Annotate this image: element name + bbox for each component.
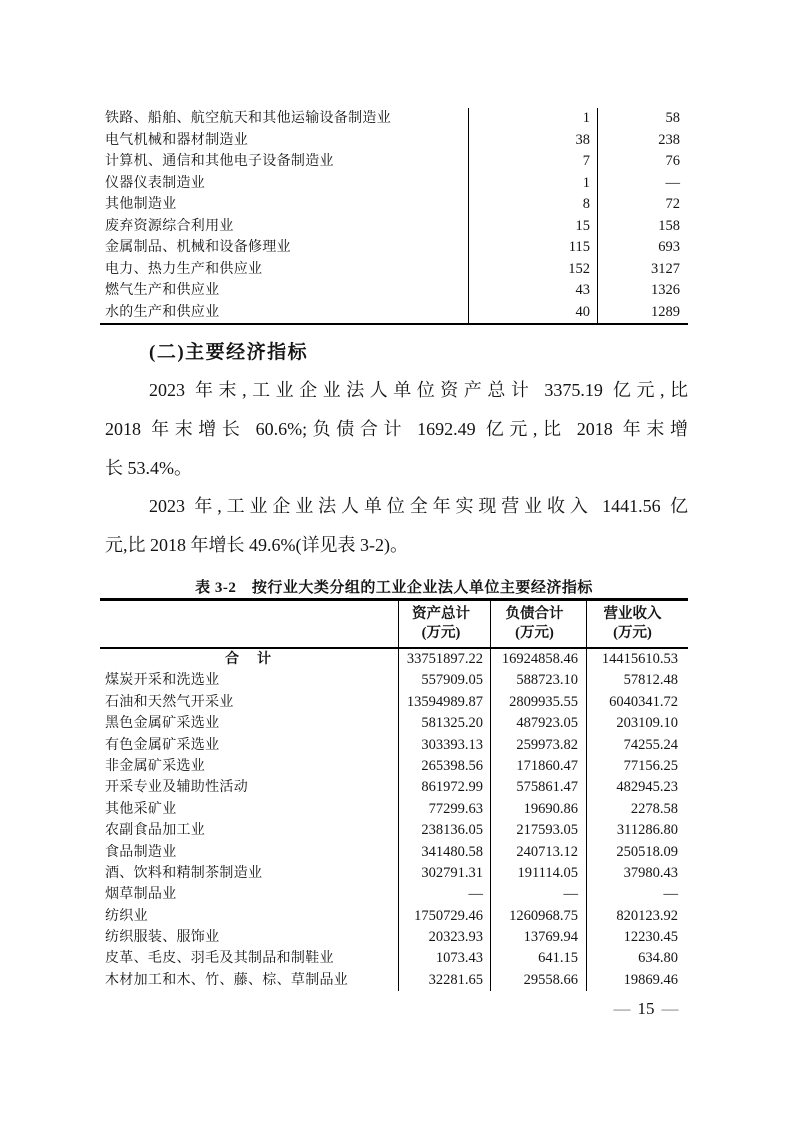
liabilities-value: 240713.12 bbox=[490, 842, 586, 863]
liabilities-value: 487923.05 bbox=[490, 713, 586, 734]
industry-name: 皮革、毛皮、羽毛及其制品和制鞋业 bbox=[105, 951, 334, 967]
paragraph-line: 2018 年末增长 60.6%;负债合计 1692.49 亿元,比 2018 年末增 bbox=[105, 418, 688, 439]
table-row bbox=[100, 927, 688, 948]
paragraph-line: 长 53.4%。 bbox=[105, 457, 192, 478]
industry-name: 黑色金属矿采选业 bbox=[105, 716, 220, 732]
value-col1: 1 bbox=[468, 108, 597, 130]
industry-name: 电力、热力生产和供应业 bbox=[105, 261, 263, 277]
header-assets-line1: 资产总计 bbox=[412, 606, 470, 622]
liabilities-value: 217593.05 bbox=[490, 820, 586, 841]
table-row bbox=[100, 237, 688, 259]
header-liabilities-line1: 负债合计 bbox=[505, 606, 564, 622]
table-row bbox=[100, 713, 688, 734]
liabilities-value: — bbox=[490, 884, 586, 905]
value-col1: 40 bbox=[468, 302, 597, 324]
assets-value: 13594989.87 bbox=[398, 692, 490, 713]
assets-value: 861972.99 bbox=[398, 777, 490, 798]
industry-name: 燃气生产和供应业 bbox=[105, 283, 220, 298]
revenue-value: 311286.80 bbox=[586, 820, 688, 841]
liabilities-value: 13769.94 bbox=[490, 927, 586, 948]
paragraph-line: 2023 年,工业企业法人单位全年实现营业收入 1441.56 亿 bbox=[149, 496, 688, 517]
table-row bbox=[100, 692, 688, 713]
table-body bbox=[100, 649, 688, 991]
industry-name: 纺织业 bbox=[105, 908, 148, 924]
liabilities-value: 575861.47 bbox=[490, 777, 586, 798]
table-row bbox=[100, 820, 688, 841]
assets-value: 302791.31 bbox=[398, 863, 490, 884]
table-row bbox=[100, 216, 688, 238]
table-row bbox=[100, 735, 688, 756]
assets-value: 557909.05 bbox=[398, 670, 490, 691]
value-col2: 72 bbox=[597, 194, 688, 216]
table-row bbox=[100, 259, 688, 281]
value-col2: 238 bbox=[597, 130, 688, 152]
assets-value: 265398.56 bbox=[398, 756, 490, 777]
header-revenue-line2: (万元) bbox=[613, 625, 652, 641]
table-row bbox=[100, 970, 688, 991]
revenue-value: 482945.23 bbox=[586, 777, 688, 798]
value-col2: 1289 bbox=[597, 302, 688, 324]
revenue-value: 19869.46 bbox=[586, 970, 688, 991]
industry-name: 合 计 bbox=[225, 652, 273, 667]
liabilities-value: 259973.82 bbox=[490, 735, 586, 756]
liabilities-value: 588723.10 bbox=[490, 670, 586, 691]
value-col1: 115 bbox=[468, 237, 597, 259]
industry-name: 电气机械和器材制造业 bbox=[105, 132, 248, 148]
value-col2: 3127 bbox=[597, 259, 688, 281]
liabilities-value: 171860.47 bbox=[490, 756, 586, 777]
table-row bbox=[100, 302, 688, 324]
table-row bbox=[100, 799, 688, 820]
header-assets-line2: (万元) bbox=[421, 625, 461, 641]
table-row bbox=[100, 151, 688, 173]
section-heading: (二)主要经济指标 bbox=[149, 342, 309, 363]
page-number-dash-right: — bbox=[661, 999, 679, 1018]
header-revenue bbox=[586, 601, 688, 647]
page-number-dash-left: — bbox=[613, 999, 631, 1018]
revenue-value: 77156.25 bbox=[586, 756, 688, 777]
industry-name: 开采专业及辅助性活动 bbox=[105, 780, 248, 796]
revenue-value: 74255.24 bbox=[586, 735, 688, 756]
table-row bbox=[100, 130, 688, 152]
table-3-2-title: 表 3-2 按行业大类分组的工业企业法人单位主要经济指标 bbox=[195, 580, 593, 596]
liabilities-value: 641.15 bbox=[490, 948, 586, 969]
liabilities-value: 191114.05 bbox=[490, 863, 586, 884]
header-liabilities-line2: (万元) bbox=[515, 625, 554, 641]
assets-value: 238136.05 bbox=[398, 820, 490, 841]
value-col2: 1326 bbox=[597, 280, 688, 302]
liabilities-value: 29558.66 bbox=[490, 970, 586, 991]
assets-value: 20323.93 bbox=[398, 927, 490, 948]
value-col2: 693 bbox=[597, 237, 688, 259]
page-number bbox=[596, 999, 696, 1019]
header-revenue-line1: 营业收入 bbox=[603, 606, 662, 622]
industry-name: 铁路、船舶、航空航天和其他运输设备制造业 bbox=[105, 111, 391, 126]
table-header-row bbox=[100, 601, 688, 649]
assets-value: 341480.58 bbox=[398, 842, 490, 863]
industry-name: 木材加工和木、竹、藤、棕、草制品业 bbox=[105, 972, 349, 988]
table-row bbox=[100, 948, 688, 969]
revenue-value: 203109.10 bbox=[586, 713, 688, 734]
industry-name: 金属制品、机械和设备修理业 bbox=[105, 240, 291, 255]
table-row bbox=[100, 670, 688, 691]
table-row bbox=[100, 884, 688, 905]
liabilities-value: 19690.86 bbox=[490, 799, 586, 820]
value-col1: 38 bbox=[468, 130, 597, 152]
table-row bbox=[100, 842, 688, 863]
table-row bbox=[100, 108, 688, 130]
industry-name: 计算机、通信和其他电子设备制造业 bbox=[105, 154, 334, 169]
assets-value: 303393.13 bbox=[398, 735, 490, 756]
value-col2: 58 bbox=[597, 108, 688, 130]
value-col1: 7 bbox=[468, 151, 597, 173]
paragraph-line: 元,比 2018 年增长 49.6%(详见表 3-2)。 bbox=[105, 535, 408, 556]
liabilities-value: 2809935.55 bbox=[490, 692, 586, 713]
assets-value: 77299.63 bbox=[398, 799, 490, 820]
revenue-value: 820123.92 bbox=[586, 906, 688, 927]
assets-value: — bbox=[398, 884, 490, 905]
table-row bbox=[100, 194, 688, 216]
industry-name: 农副食品加工业 bbox=[105, 823, 206, 839]
paragraph-line: 2023 年末,工业企业法人单位资产总计 3375.19 亿元,比 bbox=[149, 380, 688, 400]
table-3-2 bbox=[100, 598, 688, 991]
page-number-value: 15 bbox=[637, 999, 655, 1018]
industry-units-table-continuation bbox=[100, 108, 688, 325]
industry-name: 水的生产和供应业 bbox=[105, 304, 220, 320]
revenue-value: 250518.09 bbox=[586, 842, 688, 863]
industry-name: 纺织服装、服饰业 bbox=[105, 930, 220, 946]
assets-value: 1073.43 bbox=[398, 948, 490, 969]
header-assets bbox=[398, 601, 490, 647]
industry-name: 仪器仪表制造业 bbox=[105, 175, 206, 191]
table-row bbox=[100, 756, 688, 777]
industry-name: 其他制造业 bbox=[105, 197, 177, 212]
assets-value: 33751897.22 bbox=[398, 649, 490, 670]
assets-value: 1750729.46 bbox=[398, 906, 490, 927]
revenue-value: — bbox=[586, 884, 688, 905]
revenue-value: 37980.43 bbox=[586, 863, 688, 884]
revenue-value: 14415610.53 bbox=[586, 649, 688, 670]
liabilities-value: 1260968.75 bbox=[490, 906, 586, 927]
revenue-value: 2278.58 bbox=[586, 799, 688, 820]
industry-name: 煤炭开采和洗选业 bbox=[105, 673, 220, 689]
revenue-value: 57812.48 bbox=[586, 670, 688, 691]
value-col1: 43 bbox=[468, 280, 597, 302]
assets-value: 581325.20 bbox=[398, 713, 490, 734]
revenue-value: 634.80 bbox=[586, 948, 688, 969]
industry-name: 非金属矿采选业 bbox=[105, 758, 206, 774]
value-col2: 158 bbox=[597, 216, 688, 238]
industry-name: 石油和天然气开采业 bbox=[105, 694, 234, 710]
value-col1: 8 bbox=[468, 194, 597, 216]
liabilities-value: 16924858.46 bbox=[490, 649, 586, 670]
table-row bbox=[100, 777, 688, 798]
body-paragraphs bbox=[105, 371, 688, 565]
industry-name: 废弃资源综合利用业 bbox=[105, 218, 234, 234]
header-industry bbox=[100, 601, 398, 647]
assets-value: 32281.65 bbox=[398, 970, 490, 991]
header-liabilities bbox=[490, 601, 586, 647]
industry-name: 烟草制品业 bbox=[105, 887, 177, 903]
revenue-value: 12230.45 bbox=[586, 927, 688, 948]
value-col1: 152 bbox=[468, 259, 597, 281]
industry-name: 其他采矿业 bbox=[105, 801, 177, 817]
table-row bbox=[100, 173, 688, 195]
table-row bbox=[100, 906, 688, 927]
value-col1: 15 bbox=[468, 216, 597, 238]
table-row bbox=[100, 649, 688, 670]
revenue-value: 6040341.72 bbox=[586, 692, 688, 713]
industry-name: 酒、饮料和精制茶制造业 bbox=[105, 865, 263, 881]
table-row bbox=[100, 863, 688, 884]
industry-name: 食品制造业 bbox=[105, 844, 177, 860]
value-col2: — bbox=[597, 173, 688, 195]
table-row bbox=[100, 280, 688, 302]
value-col1: 1 bbox=[468, 173, 597, 195]
value-col2: 76 bbox=[597, 151, 688, 173]
industry-name: 有色金属矿采选业 bbox=[105, 737, 220, 753]
